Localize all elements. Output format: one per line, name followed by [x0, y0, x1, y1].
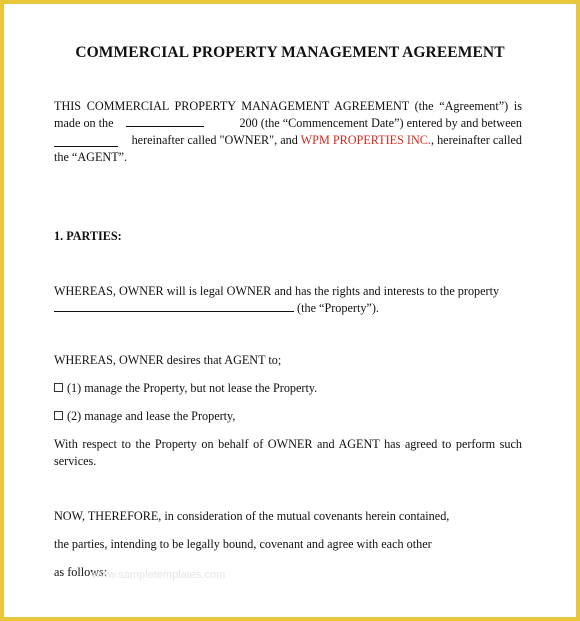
option-1	[54, 380, 522, 397]
whereas-property-paragraph	[54, 283, 522, 317]
respect-line-1: With respect to the Property on behalf of OWNER and AGENT has agreed to perform such	[54, 437, 522, 451]
owner-name-blank[interactable]	[54, 135, 118, 147]
option-1-label: (1) manage the Property, but not lease the Property.	[67, 381, 318, 395]
whereas-agent-paragraph: WHEREAS, OWNER desires that AGENT to;	[54, 353, 282, 367]
therefore-line-3: as follows:	[54, 565, 108, 579]
commencement-text: 200 (the “Commencement Date”) entered by and between	[239, 116, 522, 130]
whereas-property-line-1: WHEREAS, OWNER will is legal OWNER and has the rights and interests to the property	[54, 284, 500, 298]
property-label: (the “Property”).	[297, 301, 379, 315]
intro-line-1: THIS COMMERCIAL PROPERTY MANAGEMENT AGREEMENT (the “Agreement”) is	[54, 99, 522, 113]
document-page	[4, 4, 576, 617]
intro-line-4: the “AGENT”.	[54, 150, 128, 164]
date-blank[interactable]	[126, 115, 204, 127]
agent-called-text: , hereinafter called	[430, 133, 522, 147]
therefore-line-2: the parties, intending to be legally bound, covenant and agree with each other	[54, 537, 432, 551]
option-2-checkbox[interactable]	[54, 411, 63, 420]
whereas-property-line-2	[54, 300, 522, 317]
document-title: COMMERCIAL PROPERTY MANAGEMENT AGREEMENT	[75, 44, 505, 61]
company-name: WPM PROPERTIES INC.	[300, 133, 431, 147]
intro-paragraph	[54, 98, 522, 166]
owner-called-text: hereinafter called "OWNER", and	[131, 133, 298, 147]
option-2	[54, 408, 522, 425]
option-1-checkbox[interactable]	[54, 383, 63, 392]
respect-paragraph	[54, 436, 522, 470]
property-blank[interactable]	[54, 300, 294, 312]
watermark: www.sampletemplates.com	[92, 569, 226, 581]
option-2-label: (2) manage and lease the Property,	[67, 409, 236, 423]
therefore-line-1: NOW, THEREFORE, in consideration of the mutual covenants herein contained,	[54, 509, 450, 523]
made-on-text: made on the	[54, 116, 114, 130]
intro-line-3	[54, 132, 522, 149]
respect-line-2: services.	[54, 454, 97, 468]
section-parties-heading: 1. PARTIES:	[54, 229, 122, 243]
intro-line-2	[54, 115, 522, 132]
